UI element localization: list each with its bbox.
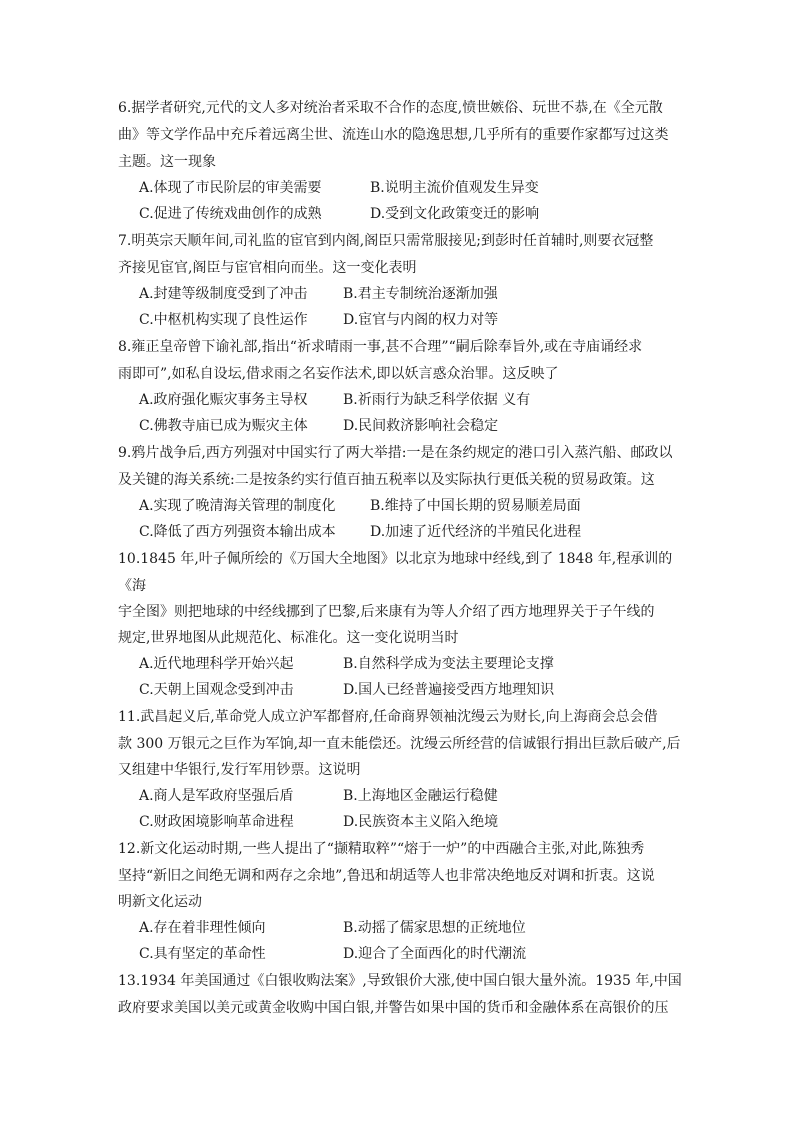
question-7-option-b: B.君主专制统治逐渐加强 — [343, 286, 498, 302]
question-10-option-a: A.近代地理科学开始兴起 — [139, 656, 294, 672]
question-9-option-d: D.加速了近代经济的半殖民化进程 — [370, 524, 582, 540]
question-13-line-2: 政府要求美国以美元或黄金收购中国白银,并警告如果中国的货币和金融体系在高银价的压 — [118, 1000, 669, 1016]
question-11-option-c: C.财政困境影响革命进程 — [139, 814, 294, 830]
question-12-option-b: B.动摇了儒家思想的正统地位 — [343, 920, 526, 936]
question-7-option-c: C.中枢机构实现了良性运作 — [139, 312, 308, 328]
question-12-option-a: A.存在着非理性倾向 — [139, 920, 266, 936]
question-6-option-b: B.说明主流价值观发生异变 — [370, 180, 539, 196]
question-11-option-d: D.民族资本主义陷入绝境 — [343, 814, 499, 830]
question-9-option-b: B.维持了中国长期的贸易顺差局面 — [370, 498, 581, 514]
question-8-line-2: 雨即可”,如私自设坛,借求雨之名妄作法术,即以妖言惑众治罪。这反映了 — [118, 366, 559, 382]
question-6-option-c: C.促进了传统戏曲创作的成熟 — [139, 206, 322, 222]
question-8-line-1: 8.雍正皇帝曾下谕礼部,指出“祈求晴雨一事,甚不合理”“嗣后除奉旨外,或在寺庙诵经求 — [118, 339, 643, 355]
question-9-line-1: 9.鸦片战争后,西方列强对中国实行了两大举措:一是在条约规定的港口引入蒸汽船、邮政以 — [118, 445, 673, 461]
question-12-option-c: C.具有坚定的革命性 — [139, 946, 266, 962]
question-8-option-d: D.民间救济影响社会稳定 — [343, 418, 499, 434]
question-13-line-1: 13.1934 年美国通过《白银收购法案》,导致银价大涨,使中国白银大量外流。1935 年,中国 — [118, 973, 682, 989]
question-10-option-c: C.天朝上国观念受到冲击 — [139, 682, 294, 698]
question-7-line-1: 7.明英宗天顺年间,司礼监的宦官到内阁,阁臣只需常服接见;到彭时任首辅时,则要衣冠整 — [118, 233, 654, 249]
question-10-line-2: 《海 — [118, 578, 146, 594]
question-10-line-1: 10.1845 年,叶子佩所绘的《万国大全地图》以北京为地球中经线,到了 1848 年,程承训的 — [118, 551, 673, 567]
question-12-line-1: 12.新文化运动时期,一些人提出了“撷精取粹”“熔于一炉”的中西融合主张,对此,陈独秀 — [118, 841, 645, 857]
question-8-option-c: C.佛教寺庙已成为赈灾主体 — [139, 418, 308, 434]
question-11-line-2: 款 300 万银元之巨作为军饷,却一直未能偿还。沈缦云所经营的信诚银行捐出巨款后破产,后 — [118, 736, 681, 752]
question-11-option-a: A.商人是军政府坚强后盾 — [139, 788, 294, 804]
question-10-line-3: 宇全图》则把地球的中经线挪到了巴黎,后来康有为等人介绍了西方地理界关于子午线的 — [118, 604, 655, 620]
question-12-option-d: D.迎合了全面西化的时代潮流 — [343, 946, 527, 962]
question-12-line-2: 坚持“新旧之间绝无调和两存之余地”,鲁迅和胡适等人也非常决绝地反对调和折衷。这说 — [118, 868, 655, 884]
question-6-line-2: 曲》等文学作品中充斥着远离尘世、流连山水的隐逸思想,几乎所有的重要作家都写过这类 — [118, 127, 669, 143]
question-10-option-b: B.自然科学成为变法主要理论支撑 — [343, 656, 554, 672]
question-10-line-4: 规定,世界地图从此规范化、标准化。这一变化说明当时 — [118, 630, 459, 646]
question-10-option-d: D.国人已经普遍接受西方地理知识 — [343, 682, 555, 698]
question-9-option-c: C.降低了西方列强资本输出成本 — [139, 524, 336, 540]
question-6-line-3: 主题。这一现象 — [118, 154, 216, 170]
question-7-option-d: D.宦官与内阁的权力对等 — [343, 312, 499, 328]
question-8-option-b: B.祈雨行为缺乏科学依据 义有 — [343, 392, 531, 408]
question-11-line-1: 11.武昌起义后,革命党人成立沪军都督府,任命商界领袖沈缦云为财长,向上海商会总会借 — [118, 709, 658, 725]
question-9-option-a: A.实现了晚清海关管理的制度化 — [139, 498, 336, 514]
question-6-option-a: A.体现了市民阶层的审美需要 — [139, 180, 322, 196]
question-9-line-2: 及关键的海关系统:二是按条约实行值百抽五税率以及实际执行更低关税的贸易政策。这 — [118, 472, 655, 488]
question-11-option-b: B.上海地区金融运行稳健 — [343, 788, 498, 804]
question-12-line-3: 明新文化运动 — [118, 894, 202, 910]
question-7-line-2: 齐接见宦官,阁臣与宦官相向而坐。这一变化表明 — [118, 260, 417, 276]
question-11-line-3: 又组建中华银行,发行军用钞票。这说明 — [118, 762, 361, 778]
question-7-option-a: A.封建等级制度受到了冲击 — [139, 286, 308, 302]
question-8-option-a: A.政府强化赈灾事务主导权 — [139, 392, 308, 408]
question-6-line-1: 6.据学者研究,元代的文人多对统治者采取不合作的态度,愤世嫉俗、玩世不恭,在《全元散 — [118, 100, 663, 116]
question-6-option-d: D.受到文化政策变迁的影响 — [370, 206, 540, 222]
